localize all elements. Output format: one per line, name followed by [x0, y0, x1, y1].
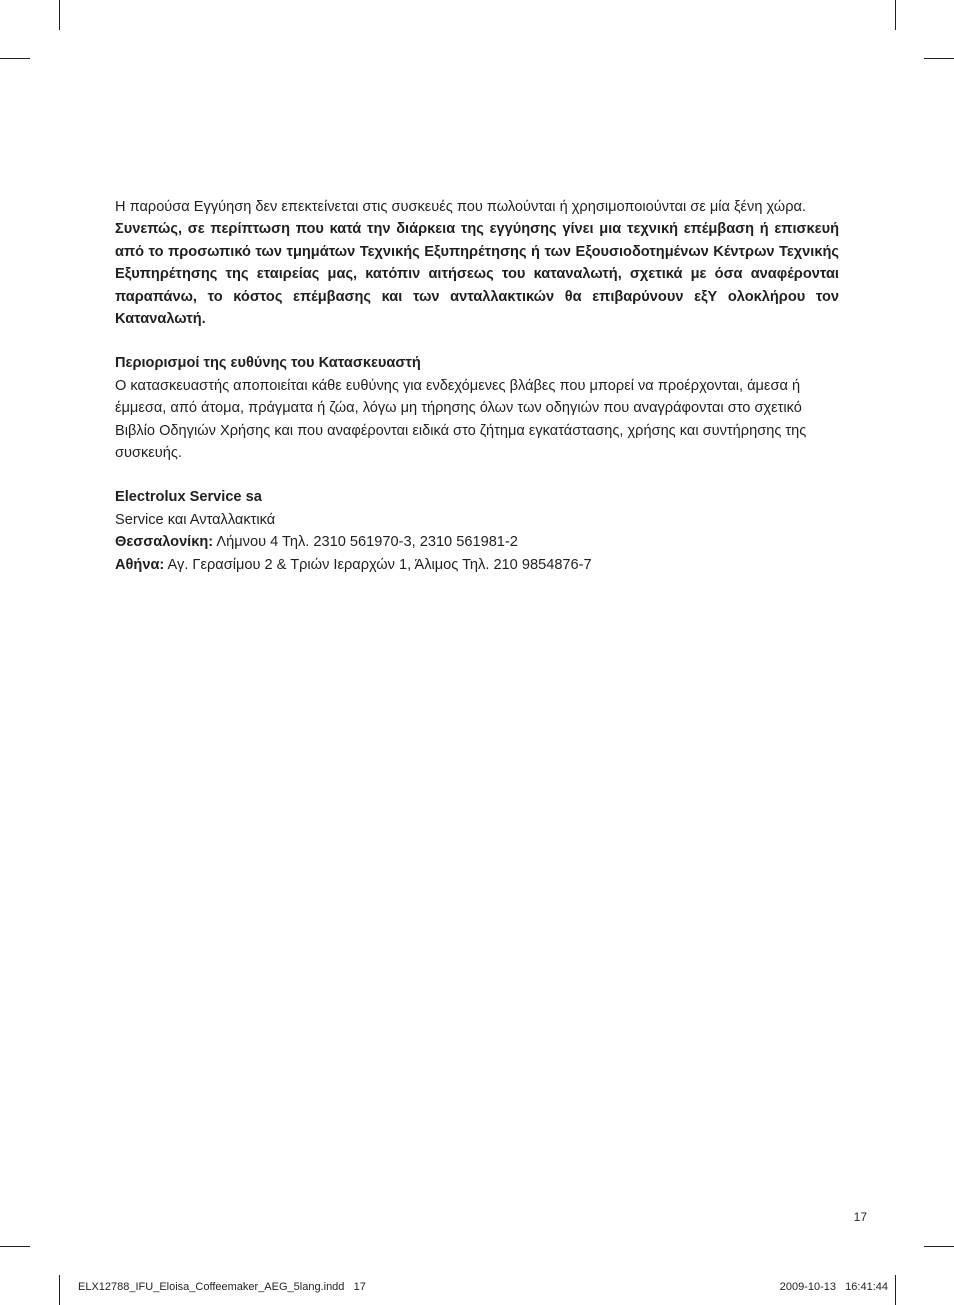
thessaloniki-details: Λήμνου 4 Τηλ. 2310 561970-3, 2310 561981-2	[213, 534, 518, 551]
service-athens	[115, 554, 839, 576]
athens-label: Αθήνα:	[115, 556, 165, 573]
crop-mark-bottom-right-horizontal	[924, 1246, 954, 1247]
warranty-foreign-line: Η παρούσα Εγγύηση δεν επεκτείνεται στις συσκευές που πωλούνται ή χρησιμοποιούνται σε μία ξένη χώρα.	[115, 199, 806, 215]
crop-mark-top-right-horizontal	[924, 58, 954, 59]
crop-mark-top-left-vertical	[59, 0, 60, 30]
crop-mark-bottom-right-vertical	[895, 1275, 896, 1305]
page-number: 17	[853, 1210, 867, 1224]
liability-body: Ο κατασκευαστής αποποιείται κάθε ευθύνης για ενδεχόμενες βλάβες που μπορεί να προέρχονται, άμεσα ή έμμεσα, από άτομα, πράγματα ή ζώα, λόγω μη τήρησης όλων των οδηγιών που αναγράφονται στο σχετικό Βιβλίο Οδηγιών Χρήσης και που αναφέρονται ειδικά στο ζήτημα εγκατάστασης, χρήσης και συντήρησης της συσκευής.	[115, 377, 807, 462]
service-subtitle: Service και Ανταλλακτικά	[115, 511, 276, 528]
slug-timestamp: 2009-10-13 16:41:44	[779, 1281, 888, 1293]
crop-mark-top-right-vertical	[895, 0, 896, 30]
warranty-consequence-paragraph: Συνεπώς, σε περίπτωση που κατά την διάρκεια της εγγύησης γίνει μια τεχνική επέμβαση ή επισκευή από το προσωπικό των τμημάτων Τεχνικής Εξυπηρέτησης ή των Εξουσιοδοτημένων Κέντρων Τεχνικής Εξυπηρέτησης της εταιρείας μας, κατόπιν αιτήσεως του καταναλωτή, σχετικά με όσα αναφέρονται παραπάνω, το κόστος επέμβασης και των ανταλλακτικών θα επιβαρύνουν εξΥ ολοκλήρου τον Καταναλωτή.	[115, 221, 839, 328]
service-company: Electrolux Service sa	[115, 489, 262, 506]
document-body	[115, 196, 839, 576]
crop-mark-bottom-left-horizontal	[0, 1246, 30, 1247]
service-thessaloniki	[115, 531, 839, 553]
spacer	[115, 330, 839, 352]
athens-details: Αγ. Γερασίμου 2 & Τριών Ιεραρχών 1, Άλιμος Τηλ. 210 9854876-7	[164, 556, 592, 573]
slug-file: ELX12788_IFU_Eloisa_Coffeemaker_AEG_5lang.indd 17	[78, 1281, 366, 1293]
spacer	[115, 464, 839, 486]
liability-heading: Περιορισμοί της ευθύνης του Κατασκευαστή	[115, 355, 421, 372]
thessaloniki-label: Θεσσαλονίκη:	[115, 534, 214, 551]
crop-mark-top-left-horizontal	[0, 58, 30, 59]
crop-mark-bottom-left-vertical	[59, 1275, 60, 1305]
